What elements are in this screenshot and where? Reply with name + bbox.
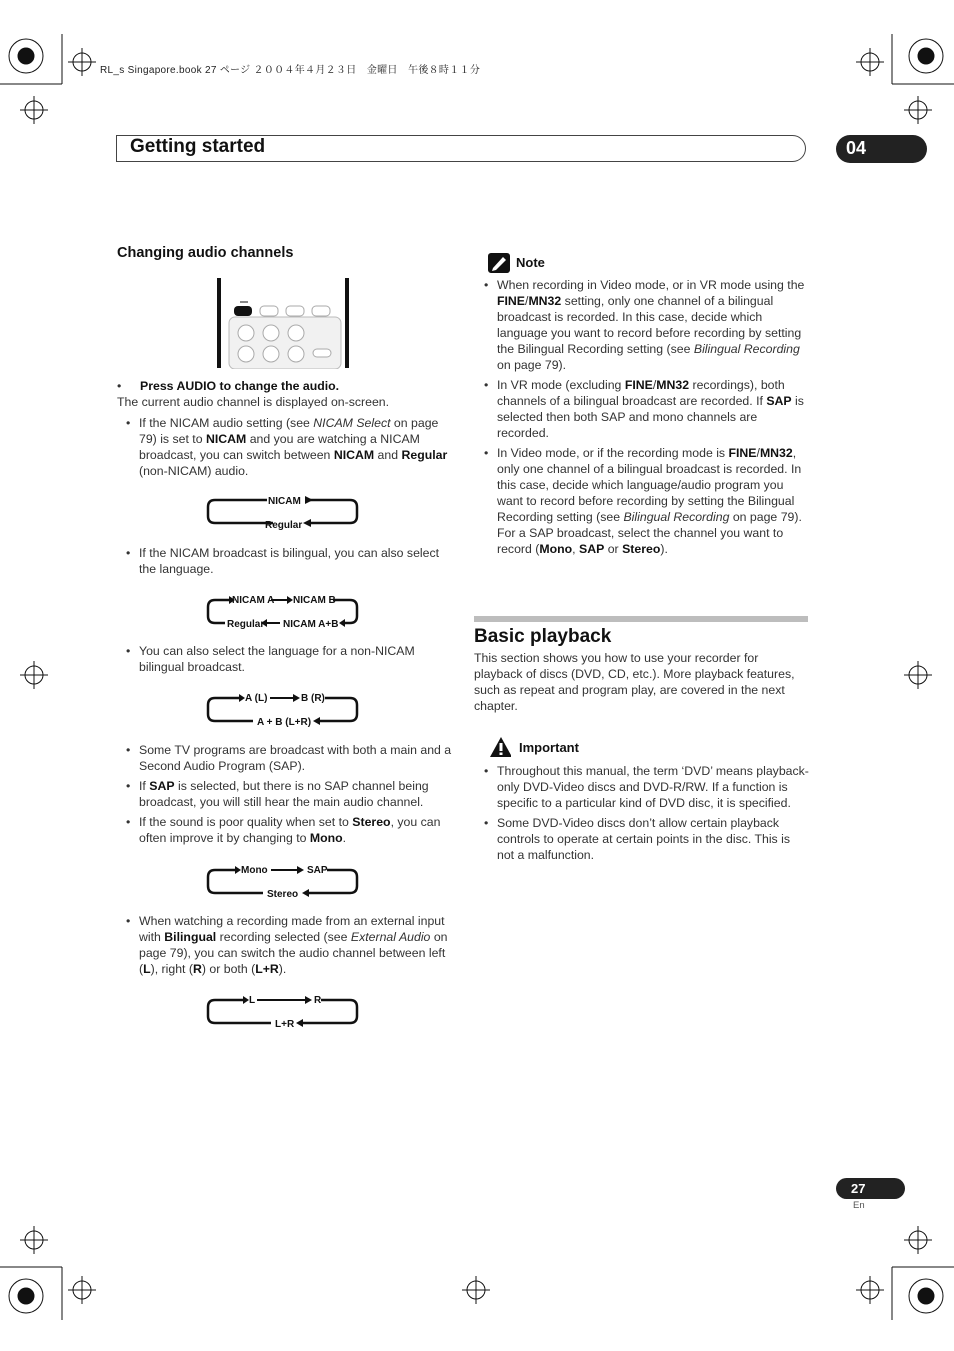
remote-control-illustration	[216, 277, 352, 369]
section-title: Basic playback	[474, 626, 612, 647]
diagram-label: SAP	[307, 865, 328, 876]
list-item: • When recording in Video mode, or in VR mode using the FINE/MN32 setting, only one channel of a bilingual broadcast is recorded. In this case, decide which language you want to record before recording by setting the Bilingual Recording setting (see Bilingual Recording on page 79).	[474, 277, 810, 373]
starburst-mark-br	[909, 1279, 943, 1313]
crosshair-target	[20, 661, 48, 689]
diagram-label: Regular	[265, 520, 303, 531]
cycle-diagram-non-nicam	[205, 688, 363, 732]
crosshair-target	[904, 1226, 932, 1254]
note-label: Note	[516, 255, 545, 270]
page-number: 27	[851, 1181, 866, 1196]
crosshair-target	[20, 1226, 48, 1254]
diagram-label: L+R	[275, 1019, 295, 1030]
audio-button-icon	[234, 306, 252, 316]
starburst-mark-bl	[9, 1279, 43, 1313]
diagram-label: NICAM	[268, 496, 301, 507]
chapter-title: Getting started	[130, 136, 266, 157]
diagram-label: A + B (L+R)	[257, 717, 312, 728]
list-item: • If the sound is poor quality when set to Stereo, you can often improve it by changing to Mono.	[116, 814, 458, 846]
important-label: Important	[519, 740, 579, 755]
cycle-diagram-nicam	[205, 490, 363, 534]
note-icon	[488, 253, 510, 273]
diagram-label: NICAM A+B	[283, 619, 339, 630]
list-item: • You can also select the language for a non-NICAM bilingual broadcast.	[116, 643, 456, 675]
diagram-label: L	[249, 995, 256, 1006]
cycle-diagram-l-r	[205, 990, 363, 1034]
step-description: The current audio channel is displayed on-screen.	[117, 395, 390, 409]
diagram-label: A (L)	[245, 693, 268, 704]
important-warning-icon	[489, 736, 511, 758]
page-language: En	[853, 1200, 865, 1211]
crosshair-target	[856, 1276, 884, 1304]
section-intro: This section shows you how to use your recorder for playback of discs (DVD, CD, etc.). More playback features, such as repeat and program play, are covered in the next chapter.	[474, 651, 795, 713]
diagram-label: Stereo	[267, 889, 299, 900]
diagram-label: R	[314, 995, 322, 1006]
list-item: • If the NICAM broadcast is bilingual, you can also select the language.	[116, 545, 456, 577]
list-item: • In Video mode, or if the recording mode is FINE/MN32, only one channel of a bilingual broadcast is recorded. In this case, decide which language/audio program you want to record before recording by setting the Bilingual Recording setting (see Bilingual Recording on page 79). For a SAP broadcast, select the channel you want to record (Mono, SAP or Stereo).	[474, 445, 810, 557]
list-item: • Throughout this manual, the term ‘DVD’ means playback-only DVD-Video discs and DVD-R/RW. If a function is specific to a particular kind of DVD disc, it is specified.	[474, 763, 810, 811]
diagram-label: NICAM B	[293, 595, 336, 606]
crosshair-target	[856, 48, 884, 76]
list-item: • Some DVD-Video discs don’t allow certain playback controls to operate at certain points in the disc. This is not a malfunction.	[474, 815, 810, 863]
crosshair-target	[68, 1276, 96, 1304]
diagram-label: Mono	[241, 865, 268, 876]
crosshair-target	[68, 48, 96, 76]
print-info-line: RL_s Singapore.book 27 ページ ２００４年４月２３日 金曜日 午後８時１１分	[100, 65, 481, 76]
crosshair-target	[904, 96, 932, 124]
list-item: • If the NICAM audio setting (see NICAM Select on page 79) is set to NICAM and you are watching a NICAM broadcast, you can switch between NICAM and Regular (non-NICAM) audio.	[116, 415, 456, 479]
crosshair-target	[904, 661, 932, 689]
step-instruction: • Press AUDIO to change the audio.	[117, 379, 340, 393]
starburst-mark-tr	[909, 39, 943, 73]
list-item: • In VR mode (excluding FINE/MN32 recordings), both channels of a bilingual broadcast are recorded. If SAP is selected then both SAP and mono channels are recorded.	[474, 377, 810, 441]
diagram-label: Regular	[227, 619, 265, 630]
crosshair-target	[20, 96, 48, 124]
list-item: • Some TV programs are broadcast with both a main and a Second Audio Program (SAP).	[116, 742, 458, 774]
starburst-mark-tl	[9, 39, 43, 73]
page-number-badge	[836, 1178, 905, 1199]
section-heading: Changing audio channels	[117, 245, 294, 261]
diagram-label: NICAM A	[232, 595, 275, 606]
diagram-label: B (R)	[301, 693, 325, 704]
crosshair-target	[462, 1276, 490, 1304]
cycle-diagram-nicam-bilingual	[205, 590, 363, 634]
list-item: • If SAP is selected, but there is no SAP channel being broadcast, you will still hear the main audio channel.	[116, 778, 458, 810]
list-item: • When watching a recording made from an external input with Bilingual recording selected (see External Audio on page 79), you can switch the audio channel between left (L), right (R) or both (L+R).	[116, 913, 458, 977]
chapter-number: 04	[846, 138, 867, 158]
cycle-diagram-mono-sap	[205, 860, 363, 904]
section-rule	[474, 616, 808, 622]
